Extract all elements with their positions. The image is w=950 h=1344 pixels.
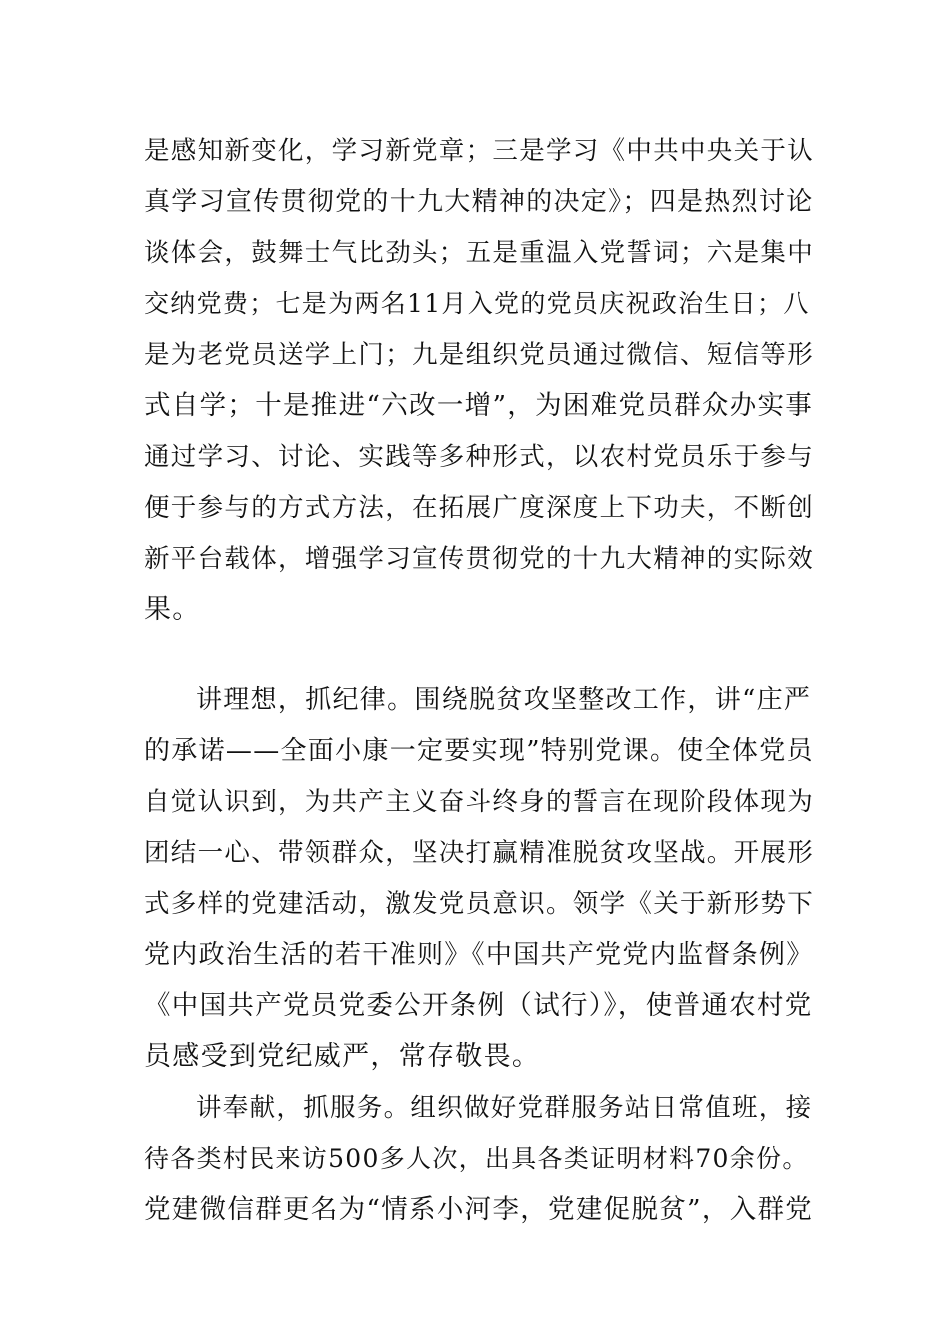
paragraph-line: 交纳党费；七是为两名11月入党的党员庆祝政治生日；八	[144, 289, 810, 318]
paragraph-line: 党建微信群更名为“情系小河李，党建促脱贫”，入群党	[144, 1194, 814, 1225]
paragraph-line: 式自学；十是推进“六改一增”，为困难党员群众办实事	[144, 390, 814, 421]
paragraph-line: 自觉认识到，为共产主义奋斗终身的誓言在现阶段体现为	[144, 787, 815, 817]
paragraph-line: 通过学习、讨论、实践等多种形式，以农村党员乐于参与	[144, 442, 815, 472]
paragraph-line: 真学习宣传贯彻党的十九大精神的决定》；四是热烈讨论	[144, 187, 814, 217]
paragraph-line: 《中国共产党员党委公开条例（试行）》，使普通农村党	[144, 990, 813, 1021]
paragraph-line: 是感知新变化，学习新党章；三是学习《中共中央关于认	[144, 136, 815, 166]
paragraph-line: 谈体会，鼓舞士气比劲头；五是重温入党誓词；六是集中	[144, 238, 815, 268]
paragraph-line: 党内政治生活的若干准则》《中国共产党党内监督条例》	[144, 940, 814, 970]
paragraph-line: 是为老党员送学上门；九是组织党员通过微信、短信等形	[144, 340, 815, 370]
paragraph-line: 新平台载体，增强学习宣传贯彻党的十九大精神的实际效	[144, 544, 815, 574]
paragraph-line: 便于参与的方式方法，在拓展广度深度上下功夫，不断创	[144, 493, 815, 523]
paragraph-line: 讲理想，抓纪律。围绕脱贫攻坚整改工作，讲“庄严	[196, 685, 812, 715]
paragraph-line: 果。	[144, 594, 201, 625]
paragraph-line: 讲奉献，抓服务。组织做好党群服务站日常值班，接	[196, 1093, 813, 1123]
paragraph-line: 团结一心、带领群众，坚决打赢精准脱贫攻坚战。开展形	[144, 838, 815, 868]
paragraph-line: 待各类村民来访500多人次，出具各类证明材料70余份。	[144, 1144, 809, 1173]
paragraph-line: 员感受到党纪威严，常存敬畏。	[144, 1041, 541, 1072]
paragraph-line: 的承诺——全面小康一定要实现”特别党课。使全体党员	[144, 736, 814, 766]
paragraph-line: 式多样的党建活动，激发党员意识。领学《关于新形势下	[144, 889, 815, 919]
